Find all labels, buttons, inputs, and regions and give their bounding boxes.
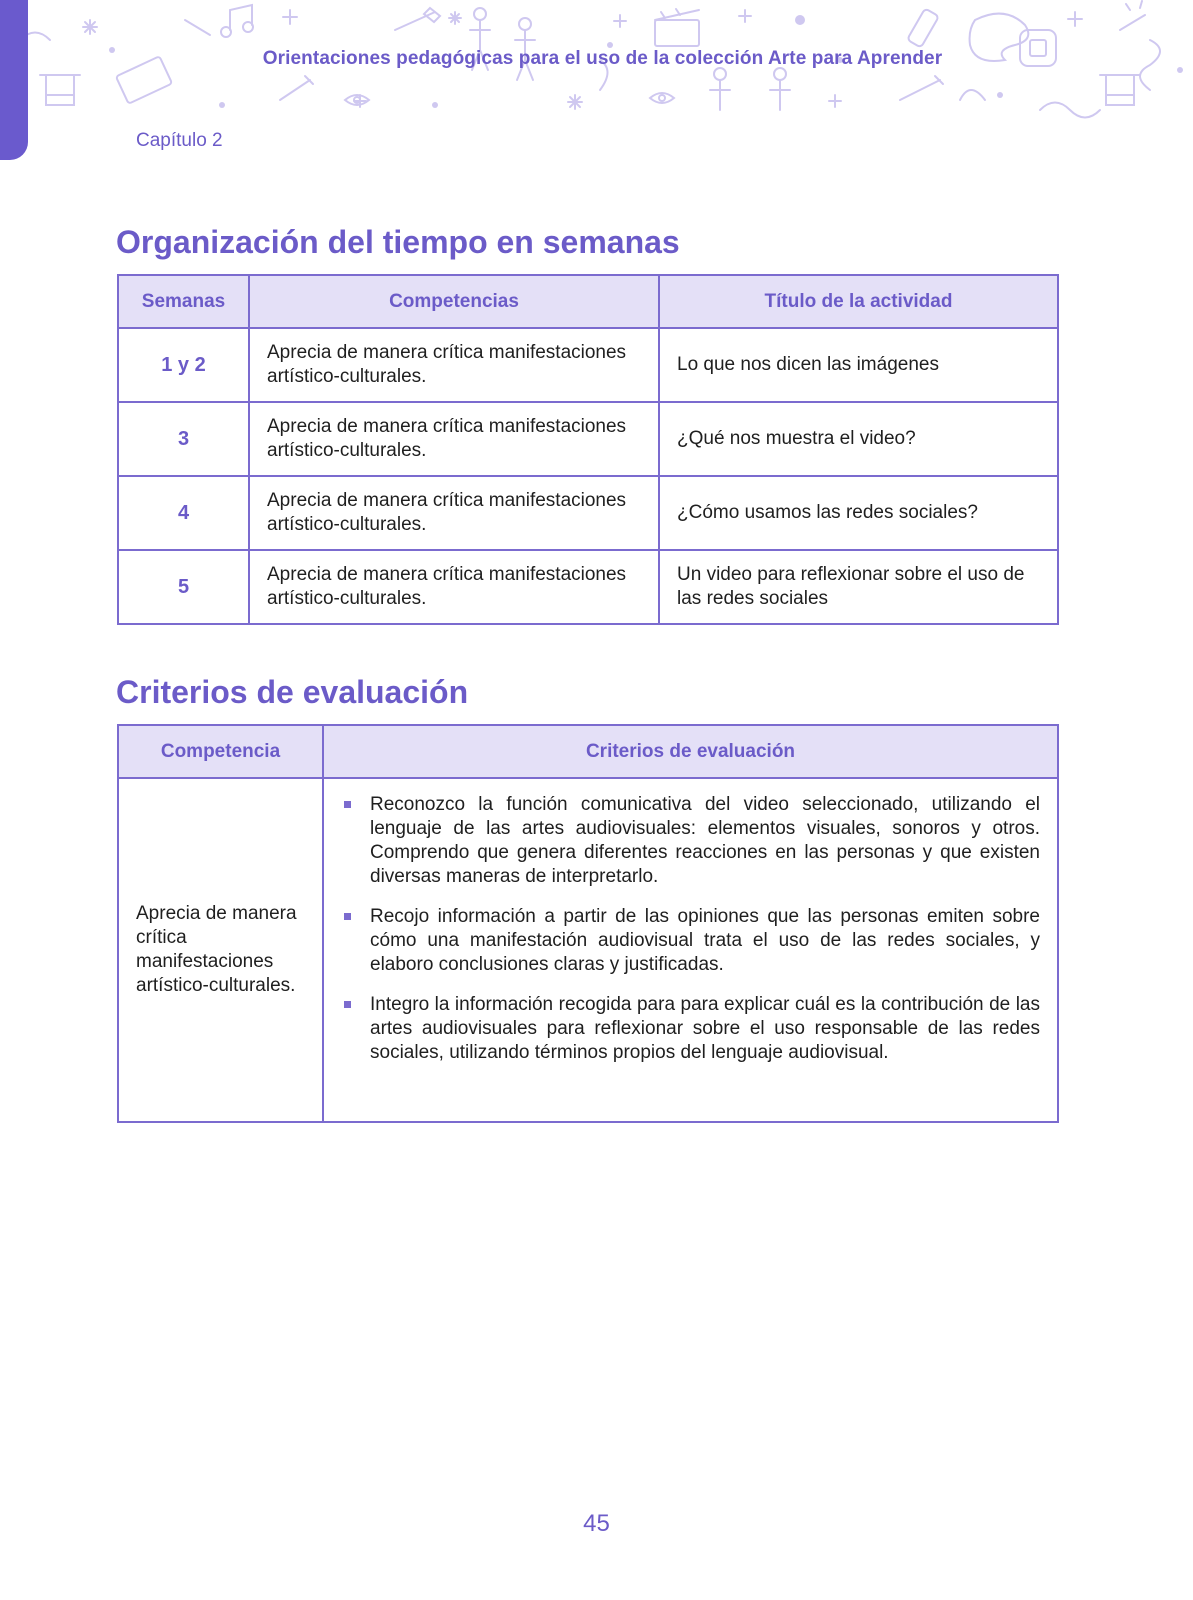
page-number: 45 (583, 1510, 610, 1537)
schedule-table (117, 274, 1059, 625)
competence-cell: Aprecia de manera crítica manifestaciones artístico-culturales. (249, 550, 659, 624)
table-row (118, 550, 1058, 624)
week-cell: 4 (118, 476, 249, 550)
competence-cell: Aprecia de manera crítica manifestaciones artístico-culturales. (249, 402, 659, 476)
criteria-cell (323, 778, 1058, 1122)
table-header-row (118, 725, 1058, 778)
square-bullet-icon (344, 801, 351, 808)
column-header-competences: Competencias (249, 275, 659, 328)
criterion-text: Reconozco la función comunicativa del video seleccionado, utilizando el lenguaje de las artes audiovisuales: elementos visuales, sonoros y otros. Comprendo que genera diferentes reacciones en las personas y que existen diversas maneras de interpretarlo. (370, 794, 1040, 887)
square-bullet-icon (344, 913, 351, 920)
table-row (118, 402, 1058, 476)
evaluation-table (117, 724, 1059, 1123)
criteria-list (341, 793, 1040, 1065)
criterion-text: Integro la información recogida para para explicar cuál es la contribución de las artes audiovisuales para reflexionar sobre el uso responsable de las redes sociales, utilizando términos propios del lenguaje audiovisual. (370, 994, 1040, 1063)
table-row (118, 476, 1058, 550)
list-item (341, 793, 1040, 889)
criterion-text: Recojo información a partir de las opiniones que las personas emiten sobre cómo una manifestación audiovisual trata el uso de las redes sociales, y elaboro conclusiones claras y justificadas. (370, 906, 1040, 975)
week-cell: 5 (118, 550, 249, 624)
table-header-row (118, 275, 1058, 328)
competence-cell: Aprecia de manera crítica manifestaciones artístico-culturales. (118, 778, 323, 1122)
list-item (341, 993, 1040, 1065)
activity-title-cell: Un video para reflexionar sobre el uso de las redes sociales (659, 550, 1058, 624)
chapter-label: Capítulo 2 (136, 130, 223, 151)
square-bullet-icon (344, 1001, 351, 1008)
list-item (341, 905, 1040, 977)
column-header-activity-title: Título de la actividad (659, 275, 1058, 328)
competence-cell: Aprecia de manera crítica manifestaciones artístico-culturales. (249, 476, 659, 550)
table-row (118, 778, 1058, 1122)
chapter-side-tab (0, 0, 28, 160)
table-row (118, 328, 1058, 402)
competence-cell: Aprecia de manera crítica manifestaciones artístico-culturales. (249, 328, 659, 402)
activity-title-cell: ¿Cómo usamos las redes sociales? (659, 476, 1058, 550)
running-title: Orientaciones pedagógicas para el uso de la colección Arte para Aprender (262, 48, 943, 69)
column-header-criteria: Criterios de evaluación (323, 725, 1058, 778)
week-cell: 3 (118, 402, 249, 476)
schedule-section-title: Organización del tiempo en semanas (116, 224, 680, 260)
week-cell: 1 y 2 (118, 328, 249, 402)
evaluation-section-title: Criterios de evaluación (116, 674, 469, 710)
column-header-competence: Competencia (118, 725, 323, 778)
activity-title-cell: ¿Qué nos muestra el video? (659, 402, 1058, 476)
column-header-weeks: Semanas (118, 275, 249, 328)
activity-title-cell: Lo que nos dicen las imágenes (659, 328, 1058, 402)
